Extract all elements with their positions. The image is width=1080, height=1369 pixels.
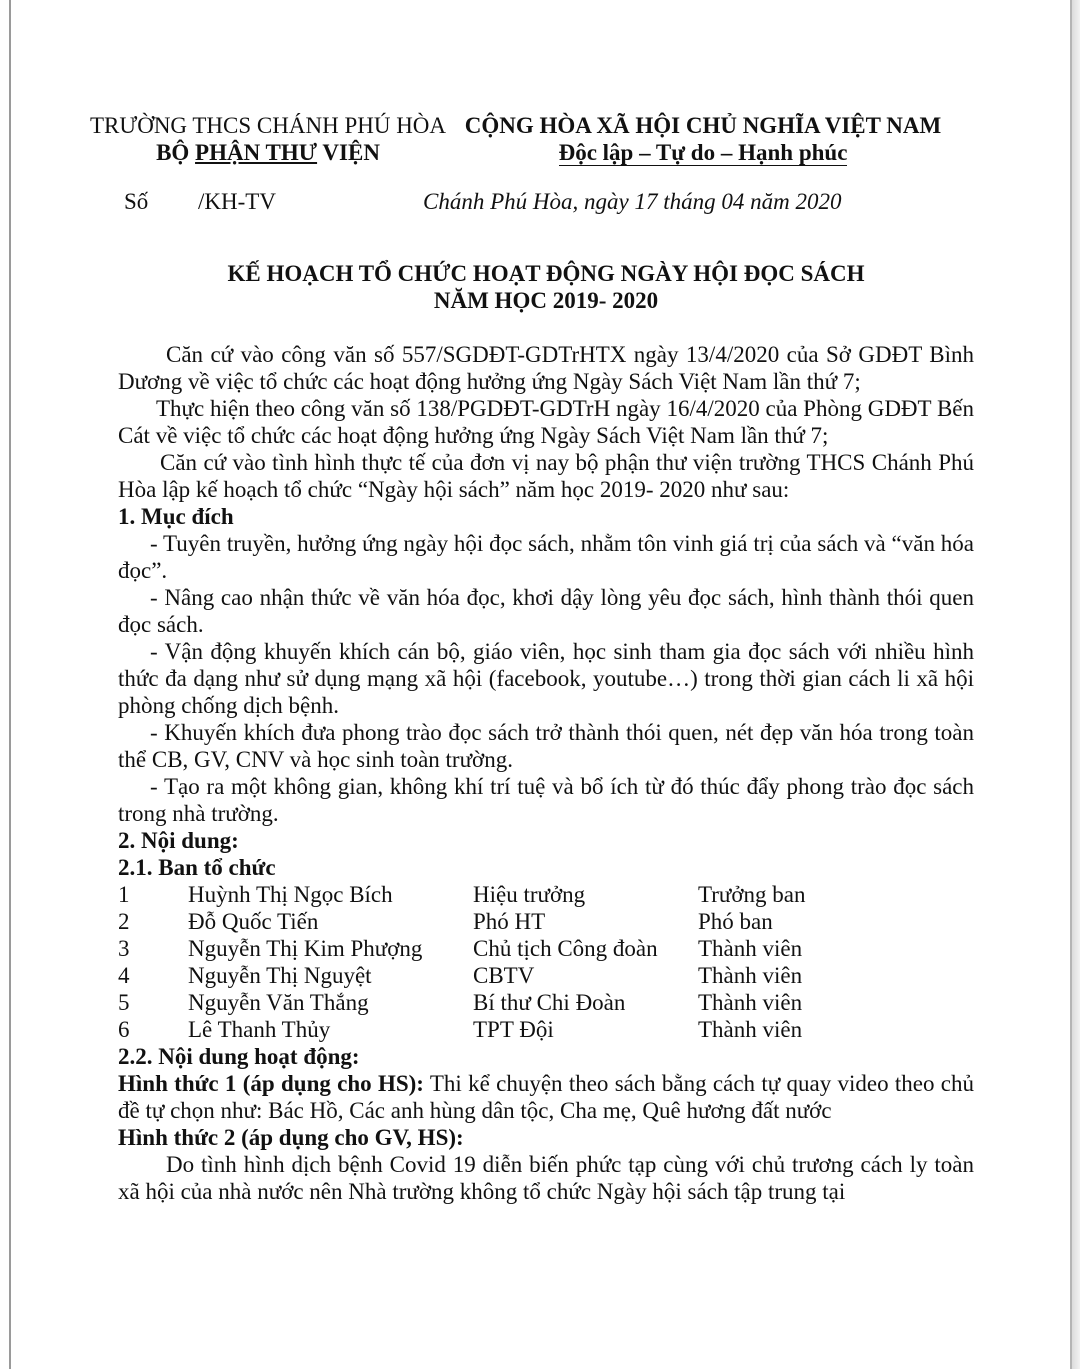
form-2-label: Hình thức 2 (áp dụng cho GV, HS): (118, 1125, 464, 1150)
committee-role: TPT Đội (473, 1017, 554, 1042)
committee-position: Thành viên (698, 990, 803, 1015)
purpose-bullet: - Tạo ra một không gian, không khí trí tuệ và bổ ích từ đó thúc đẩy phong trào đọc sách trong nhà trường. (118, 774, 974, 826)
national-title: CỘNG HÒA XÃ HỘI CHỦ NGHĨA VIỆT NAM (464, 113, 942, 138)
committee-no: 6 (118, 1017, 130, 1042)
committee-name: Nguyễn Văn Thắng (188, 990, 369, 1015)
committee-position: Thành viên (698, 963, 803, 988)
purpose-bullet: - Tuyên truyền, hưởng ứng ngày hội đọc sách, nhằm tôn vinh giá trị của sách và “văn hóa đọc”. (118, 531, 974, 583)
committee-row (118, 989, 974, 1016)
national-motto-text: Độc lập – Tự do – Hạnh phúc (558, 140, 848, 165)
committee-row (118, 962, 974, 989)
title-line-2: NĂM HỌC 2019- 2020 (433, 288, 659, 313)
reference-line (118, 188, 974, 216)
committee-no: 1 (118, 882, 130, 907)
document-number-label: Số (124, 189, 149, 214)
intro-paragraph-1: Căn cứ vào công văn số 557/SGDĐT-GDTrHTX ngày 13/4/2020 của Sở GDĐT Bình Dương về việc tổ chức các hoạt động hưởng ứng Ngày Sách Việt Nam lần thứ 7; (118, 342, 974, 394)
committee-role: Chủ tịch Công đoàn (473, 936, 658, 961)
school-header (88, 112, 448, 166)
purpose-bullet: - Khuyến khích đưa phong trào đọc sách trở thành thói quen, nét đẹp văn hóa trong toàn thể CB, GV, CNV và học sinh toàn trường. (118, 720, 974, 772)
committee-no: 5 (118, 990, 130, 1015)
committee-name: Huỳnh Thị Ngọc Bích (188, 882, 393, 907)
intro (118, 341, 974, 503)
intro-paragraph-2: Thực hiện theo công văn số 138/PGDĐT-GDTrH ngày 16/4/2020 của Phòng GDĐT Bến Cát về việc tổ chức các hoạt động hưởng ứng Ngày Sách Việt Nam lần thứ 7; (118, 396, 974, 448)
document-body (89, 110, 975, 1205)
committee-position: Trưởng ban (698, 882, 806, 907)
section-2-2-heading: 2.2. Nội dung hoạt động: (118, 1044, 360, 1069)
department-suffix: VIỆN (317, 140, 380, 165)
national-header (458, 112, 948, 166)
committee-name: Nguyễn Thị Kim Phượng (188, 936, 423, 961)
section-2-1-heading: 2.1. Ban tổ chức (118, 855, 276, 880)
intro-paragraph-3: Căn cứ vào tình hình thực tế của đơn vị nay bộ phận thư viện trường THCS Chánh Phú Hòa lập kế hoạch tổ chức “Ngày hội sách” năm học 2019- 2020 như sau: (118, 450, 974, 502)
committee-position: Thành viên (698, 936, 803, 961)
section-content (118, 827, 974, 1205)
title-line-1: KẾ HOẠCH TỔ CHỨC HOẠT ĐỘNG NGÀY HỘI ĐỌC SÁCH (227, 261, 865, 286)
section-purpose (118, 503, 974, 827)
national-motto (458, 139, 948, 166)
committee-role: Hiệu trưởng (473, 882, 586, 907)
section-1-heading: 1. Mục đích (118, 504, 234, 529)
form-1-text: Thi kể chuyện theo sách bằng cách tự quay video theo chủ đề tự chọn như: Bác Hồ, Các anh hùng dân tộc, Cha mẹ, Quê hương đất nước (118, 1071, 975, 1123)
committee-role: Phó HT (473, 909, 546, 934)
committee-no: 3 (118, 936, 130, 961)
committee-no: 2 (118, 909, 130, 934)
document-title (118, 260, 974, 314)
committee-table (118, 881, 974, 1043)
committee-position: Phó ban (698, 909, 773, 934)
department-name (88, 139, 448, 166)
committee-no: 4 (118, 963, 130, 988)
committee-row (118, 1016, 974, 1043)
form-1-label: Hình thức 1 (áp dụng cho HS): (118, 1071, 424, 1096)
page-shadow (1072, 0, 1080, 1369)
committee-name: Lê Thanh Thủy (188, 1017, 331, 1042)
place-date: Chánh Phú Hòa, ngày 17 tháng 04 năm 2020 (423, 189, 842, 214)
committee-position: Thành viên (698, 1017, 803, 1042)
school-name: TRƯỜNG THCS CHÁNH PHÚ HÒA (89, 113, 447, 138)
department-prefix: BỘ (156, 140, 196, 165)
committee-row (118, 935, 974, 962)
committee-role: CBTV (473, 963, 535, 988)
form-1-paragraph (118, 1070, 974, 1124)
page-left-edge (9, 0, 11, 1369)
committee-row (118, 881, 974, 908)
purpose-bullet: - Vận động khuyến khích cán bộ, giáo viên, học sinh tham gia đọc sách với nhiều hình thức đa dạng như sử dụng mạng xã hội (facebook, youtube…) trong thời gian cách li xã hội phòng chống dịch bệnh. (118, 639, 974, 718)
purpose-bullet: - Nâng cao nhận thức về văn hóa đọc, khơi dậy lòng yêu đọc sách, hình thành thói quen đọc sách. (118, 585, 974, 637)
document-code: /KH-TV (198, 189, 276, 214)
department-underlined: PHẬN THƯ (195, 140, 318, 165)
committee-row (118, 908, 974, 935)
form-2-text: Do tình hình dịch bệnh Covid 19 diễn biến phức tạp cùng với chủ trương cách ly toàn xã hội của nhà nước nên Nhà trường không tổ chức Ngày hội sách tập trung tại (118, 1152, 974, 1204)
committee-name: Nguyễn Thị Nguyệt (188, 963, 372, 988)
committee-name: Đỗ Quốc Tiến (188, 909, 319, 934)
section-2-heading: 2. Nội dung: (118, 828, 239, 853)
document-header (89, 110, 974, 172)
committee-role: Bí thư Chi Đoàn (473, 990, 626, 1015)
